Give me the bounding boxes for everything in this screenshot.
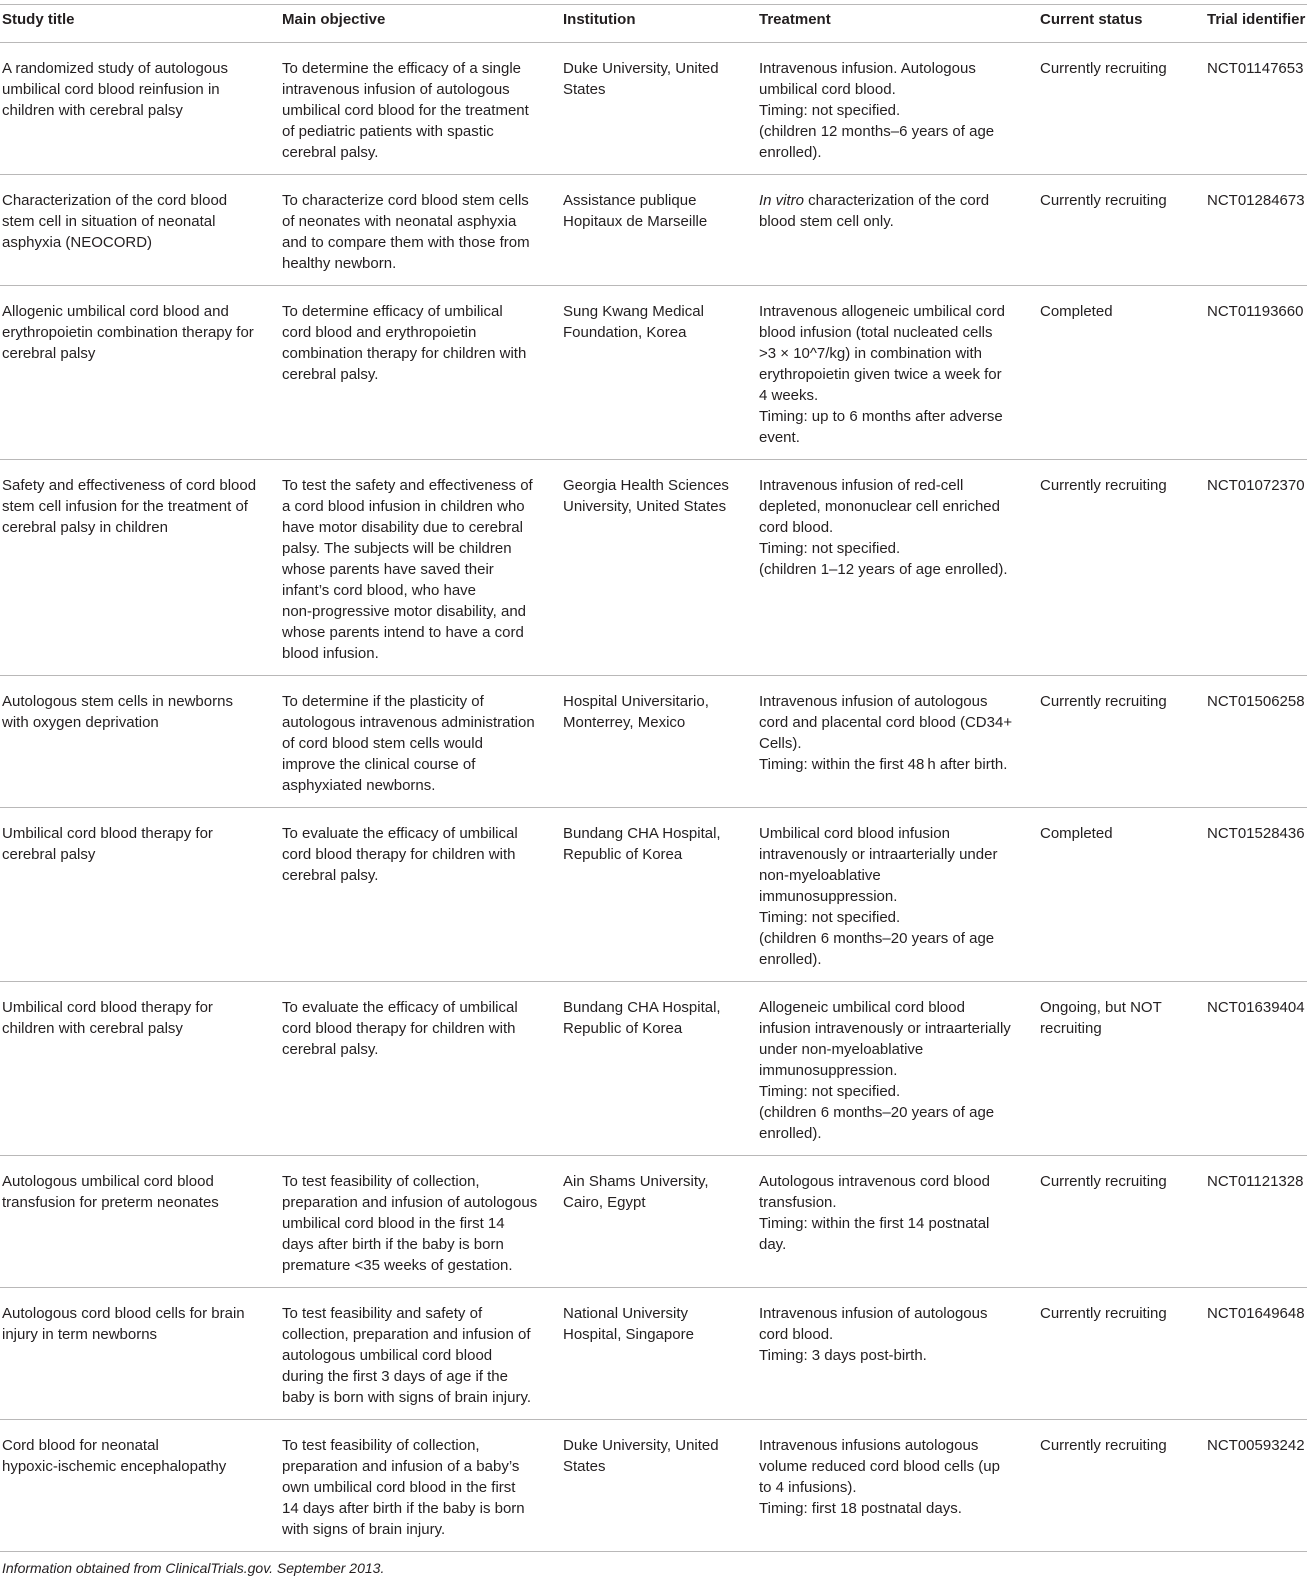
cell-line: cord blood and erythropoietin [282,324,477,341]
header-trial-identifier: Trial identifier [1205,5,1307,43]
cell-line: Timing: within the first 48 h after birth. [759,756,1008,773]
cell-line: palsy. The subjects will be children [282,540,512,557]
cell-line: of cord blood stem cells would [282,735,483,752]
cell-line: preparation and infusion of a baby’s [282,1458,520,1475]
cell-line: Cairo, Egypt [563,1194,646,1211]
cell-line: Republic of Korea [563,1020,683,1037]
cell-line: event. [759,429,800,446]
cell-line: Allogenic umbilical cord blood and [2,303,229,320]
table-row [0,808,1307,982]
table-header [0,5,1307,43]
cell-line: To evaluate the efficacy of umbilical [282,825,518,842]
cell-line: Duke University, United [563,60,719,77]
cell-line: enrolled). [759,951,822,968]
cell-line: infant’s cord blood, who have [282,582,477,599]
cell-study-title [0,676,280,808]
cell-trial-identifier: NCT01072370 [1205,460,1307,676]
cell-trial-identifier: NCT01193660 [1205,286,1307,460]
cell-study-title [0,982,280,1156]
cell-line: non-progressive motor disability, and [282,603,527,620]
cell-line: erythropoietin given twice a week for [759,366,1002,383]
cell-line: asphyxia (NEOCORD) [2,234,153,251]
cell-main-objective [280,175,561,286]
cell-line: children with cerebral palsy [2,1020,183,1037]
cell-line: Intravenous allogeneic umbilical cord [759,303,1005,320]
cell-line: asphyxiated newborns. [282,777,436,794]
cell-line: To test the safety and effectiveness of [282,477,533,494]
table-row [0,982,1307,1156]
cell-line: Completed [1040,825,1113,842]
cell-line: Autologous umbilical cord blood [2,1173,214,1190]
cell-line: umbilical cord blood reinfusion in [2,81,220,98]
cell-line: Duke University, United [563,1437,719,1454]
cell-line: cerebral palsy. [282,144,379,161]
cell-line: non-myeloablative [759,867,881,884]
cell-line: cord blood therapy for children with [282,1020,516,1037]
cell-line: depleted, mononuclear cell enriched [759,498,1000,515]
cell-line: enrolled). [759,144,822,161]
cell-line: Umbilical cord blood therapy for [2,999,213,1016]
cell-main-objective [280,460,561,676]
cell-line: Ongoing, but NOT [1040,999,1162,1016]
cell-institution [561,982,757,1156]
cell-line: (children 6 months–20 years of age [759,930,995,947]
cell-line: own umbilical cord blood in the first [282,1479,516,1496]
cell-line: under non-myeloablative [759,1041,924,1058]
cell-study-title [0,1420,280,1552]
cell-line: (children 1–12 years of age enrolled). [759,561,1008,578]
table-row [0,175,1307,286]
cell-line: have motor disability due to cerebral [282,519,523,536]
cell-line: To characterize cord blood stem cells [282,192,529,209]
cell-treatment [757,175,1038,286]
cell-line: healthy newborn. [282,255,397,272]
cell-treatment [757,676,1038,808]
cell-line: blood infusion. [282,645,379,662]
cell-line: days after birth if the baby is born [282,1236,504,1253]
cell-treatment [757,1420,1038,1552]
cell-institution [561,460,757,676]
cell-current-status [1038,1156,1205,1288]
cell-line: Bundang CHA Hospital, [563,825,721,842]
cell-current-status [1038,1420,1205,1552]
cell-line: premature <35 weeks of gestation. [282,1257,513,1274]
header-treatment: Treatment [757,5,1038,43]
cell-line: Timing: up to 6 months after adverse [759,408,1003,425]
cell-study-title [0,1288,280,1420]
cell-line: Intravenous infusions autologous [759,1437,979,1454]
cell-line: Timing: not specified. [759,540,901,557]
cell-line: Currently recruiting [1040,192,1167,209]
cell-line: Currently recruiting [1040,60,1167,77]
cell-line: to 4 infusions). [759,1479,857,1496]
cell-line: Intravenous infusion of red-cell [759,477,964,494]
cell-main-objective [280,1420,561,1552]
cell-line: Autologous intravenous cord blood [759,1173,990,1190]
cell-line: baby is born with signs of brain injury. [282,1389,532,1406]
cell-line: preparation and infusion of autologous [282,1194,538,1211]
cell-line: collection, preparation and infusion of [282,1326,531,1343]
cell-line: Georgia Health Sciences [563,477,729,494]
cell-line: autologous intravenous administration [282,714,535,731]
cell-study-title [0,808,280,982]
table-row [0,1288,1307,1420]
cell-line: Intravenous infusion. Autologous [759,60,976,77]
cell-line: umbilical cord blood for the treatment [282,102,529,119]
cell-line: combination therapy for children with [282,345,527,362]
cell-line: immunosuppression. [759,1062,898,1079]
cell-current-status [1038,286,1205,460]
cell-line: and to compare them with those from [282,234,530,251]
cell-line: blood stem cell only. [759,213,894,230]
cell-institution [561,286,757,460]
cell-line: >3 × 10^7/kg) in combination with [759,345,983,362]
cell-line: stem cell infusion for the treatment of [2,498,248,515]
cell-line: Currently recruiting [1040,1173,1167,1190]
cell-treatment [757,460,1038,676]
cell-line: with oxygen deprivation [2,714,159,731]
cell-line: a cord blood infusion in children who [282,498,525,515]
cell-line: Autologous stem cells in newborns [2,693,233,710]
cell-line: whose parents intend to have a cord [282,624,524,641]
cell-line: Bundang CHA Hospital, [563,999,721,1016]
cell-line: Autologous cord blood cells for brain [2,1305,245,1322]
cell-line: States [563,1458,606,1475]
cell-line: transfusion. [759,1194,837,1211]
cell-treatment [757,1156,1038,1288]
cell-study-title [0,43,280,175]
table-row [0,1156,1307,1288]
cell-trial-identifier: NCT01121328 [1205,1156,1307,1288]
cell-line: To determine the efficacy of a single [282,60,522,77]
cell-line: To determine if the plasticity of [282,693,484,710]
cell-line: Hospital, Singapore [563,1326,694,1343]
cell-line: Currently recruiting [1040,1437,1167,1454]
cell-line: Republic of Korea [563,846,683,863]
table-row [0,43,1307,175]
cell-current-status [1038,43,1205,175]
cell-line: of neonates with neonatal asphyxia [282,213,517,230]
header-main-objective: Main objective [280,5,561,43]
cell-line: Hopitaux de Marseille [563,213,708,230]
cell-current-status [1038,1288,1205,1420]
cell-trial-identifier: NCT00593242 [1205,1420,1307,1552]
cell-line: cord and placental cord blood (CD34+ [759,714,1013,731]
cell-line: States [563,81,606,98]
cell-line: improve the clinical course of [282,756,476,773]
cell-line: of pediatric patients with spastic [282,123,494,140]
cell-current-status [1038,982,1205,1156]
cell-line: Cells). [759,735,802,752]
cell-line: cord blood. [759,519,834,536]
cell-line: Monterrey, Mexico [563,714,686,731]
cell-treatment [757,43,1038,175]
cell-line: cerebral palsy. [282,1041,379,1058]
cell-line: Intravenous infusion of autologous [759,1305,988,1322]
cell-institution [561,1288,757,1420]
cell-line: Intravenous infusion of autologous [759,693,988,710]
cell-current-status [1038,175,1205,286]
cell-line: National University [563,1305,689,1322]
cell-institution [561,43,757,175]
cell-institution [561,1156,757,1288]
cell-line: Sung Kwang Medical [563,303,704,320]
cell-institution [561,808,757,982]
cell-line: injury in term newborns [2,1326,158,1343]
cell-line: 4 weeks. [759,387,819,404]
cell-line: volume reduced cord blood cells (up [759,1458,1000,1475]
cell-line: Umbilical cord blood therapy for [2,825,213,842]
cell-line: stem cell in situation of neonatal [2,213,216,230]
cell-line: To test feasibility of collection, [282,1437,480,1454]
cell-line: Ain Shams University, [563,1173,709,1190]
cell-line: (children 12 months–6 years of age [759,123,995,140]
cell-line: enrolled). [759,1125,822,1142]
cell-main-objective [280,1288,561,1420]
cell-line: Currently recruiting [1040,693,1167,710]
header-row [0,5,1307,43]
table-footnote: Information obtained from ClinicalTrials.gov. September 2013. [2,1560,385,1576]
cell-study-title [0,460,280,676]
cell-main-objective [280,982,561,1156]
cell-study-title [0,286,280,460]
header-institution: Institution [561,5,757,43]
header-study-title: Study title [0,5,280,43]
cell-main-objective [280,676,561,808]
cell-line: Umbilical cord blood infusion [759,825,950,842]
cell-line: cord blood therapy for children with [282,846,516,863]
cell-line: (children 6 months–20 years of age [759,1104,995,1121]
cell-line: Currently recruiting [1040,1305,1167,1322]
cell-line: erythropoietin combination therapy for [2,324,254,341]
cell-line: Cord blood for neonatal [2,1437,159,1454]
cell-line: Completed [1040,303,1113,320]
cell-line: To evaluate the efficacy of umbilical [282,999,518,1016]
table-row [0,460,1307,676]
cell-line: Foundation, Korea [563,324,687,341]
cell-trial-identifier: NCT01639404 [1205,982,1307,1156]
cell-study-title [0,1156,280,1288]
cell-treatment [757,982,1038,1156]
cell-treatment [757,808,1038,982]
cell-line: whose parents have saved their [282,561,494,578]
cell-line: intravenous infusion of autologous [282,81,510,98]
cell-trial-identifier: NCT01284673 [1205,175,1307,286]
cell-line: A randomized study of autologous [2,60,228,77]
cell-line: University, United States [563,498,727,515]
cell-line: To determine efficacy of umbilical [282,303,503,320]
cell-line: Timing: not specified. [759,102,901,119]
cell-trial-identifier: NCT01528436 [1205,808,1307,982]
cell-line: with signs of brain injury. [282,1521,446,1538]
cell-line: Timing: not specified. [759,909,901,926]
cell-treatment [757,286,1038,460]
cell-line: intravenously or intraarterially under [759,846,998,863]
cell-line: Characterization of the cord blood [2,192,228,209]
cell-line: To test feasibility of collection, [282,1173,480,1190]
cell-line: Timing: not specified. [759,1083,901,1100]
cell-line: cerebral palsy in children [2,519,168,536]
header-current-status: Current status [1038,5,1205,43]
table-row [0,286,1307,460]
cell-line: To test feasibility and safety of [282,1305,483,1322]
cell-line: Allogeneic umbilical cord blood [759,999,965,1016]
cell-line: Timing: within the first 14 postnatal [759,1215,990,1232]
cell-line [759,190,1034,211]
table-row [0,1420,1307,1552]
cell-institution [561,676,757,808]
cell-main-objective [280,808,561,982]
cell-emphasis: In vitro [759,192,805,209]
cell-line: Hospital Universitario, [563,693,709,710]
cell-line: immunosuppression. [759,888,898,905]
table-row [0,676,1307,808]
cell-line: cerebral palsy [2,345,96,362]
cell-line: 14 days after birth if the baby is born [282,1500,525,1517]
cell-current-status [1038,808,1205,982]
cell-institution [561,175,757,286]
cell-line: infusion intravenously or intraarterially [759,1020,1011,1037]
cell-line: Safety and effectiveness of cord blood [2,477,257,494]
cell-current-status [1038,676,1205,808]
cell-line: hypoxic-ischemic encephalopathy [2,1458,227,1475]
cell-treatment [757,1288,1038,1420]
cell-line: cerebral palsy [2,846,96,863]
cell-line: transfusion for preterm neonates [2,1194,219,1211]
cell-line: recruiting [1040,1020,1102,1037]
cell-trial-identifier: NCT01147653 [1205,43,1307,175]
cell-line: Currently recruiting [1040,477,1167,494]
cell-line: cord blood. [759,1326,834,1343]
cell-line: autologous umbilical cord blood [282,1347,493,1364]
cell-line: Assistance publique [563,192,697,209]
cell-main-objective [280,1156,561,1288]
cell-line: day. [759,1236,787,1253]
cell-trial-identifier: NCT01506258 [1205,676,1307,808]
cell-main-objective [280,43,561,175]
cell-line: cerebral palsy. [282,366,379,383]
cell-line: Timing: 3 days post-birth. [759,1347,927,1364]
cell-line: children with cerebral palsy [2,102,183,119]
cell-line: umbilical cord blood. [759,81,896,98]
cell-current-status [1038,460,1205,676]
cell-line: blood infusion (total nucleated cells [759,324,993,341]
clinical-trials-table [0,4,1307,1552]
cell-line-text: characterization of the cord [804,192,990,209]
cell-study-title [0,175,280,286]
cell-institution [561,1420,757,1552]
table-body [0,43,1307,1552]
cell-line: umbilical cord blood in the first 14 [282,1215,505,1232]
cell-trial-identifier: NCT01649648 [1205,1288,1307,1420]
cell-main-objective [280,286,561,460]
cell-line: Timing: first 18 postnatal days. [759,1500,962,1517]
cell-line: cerebral palsy. [282,867,379,884]
cell-line: during the first 3 days of age if the [282,1368,508,1385]
